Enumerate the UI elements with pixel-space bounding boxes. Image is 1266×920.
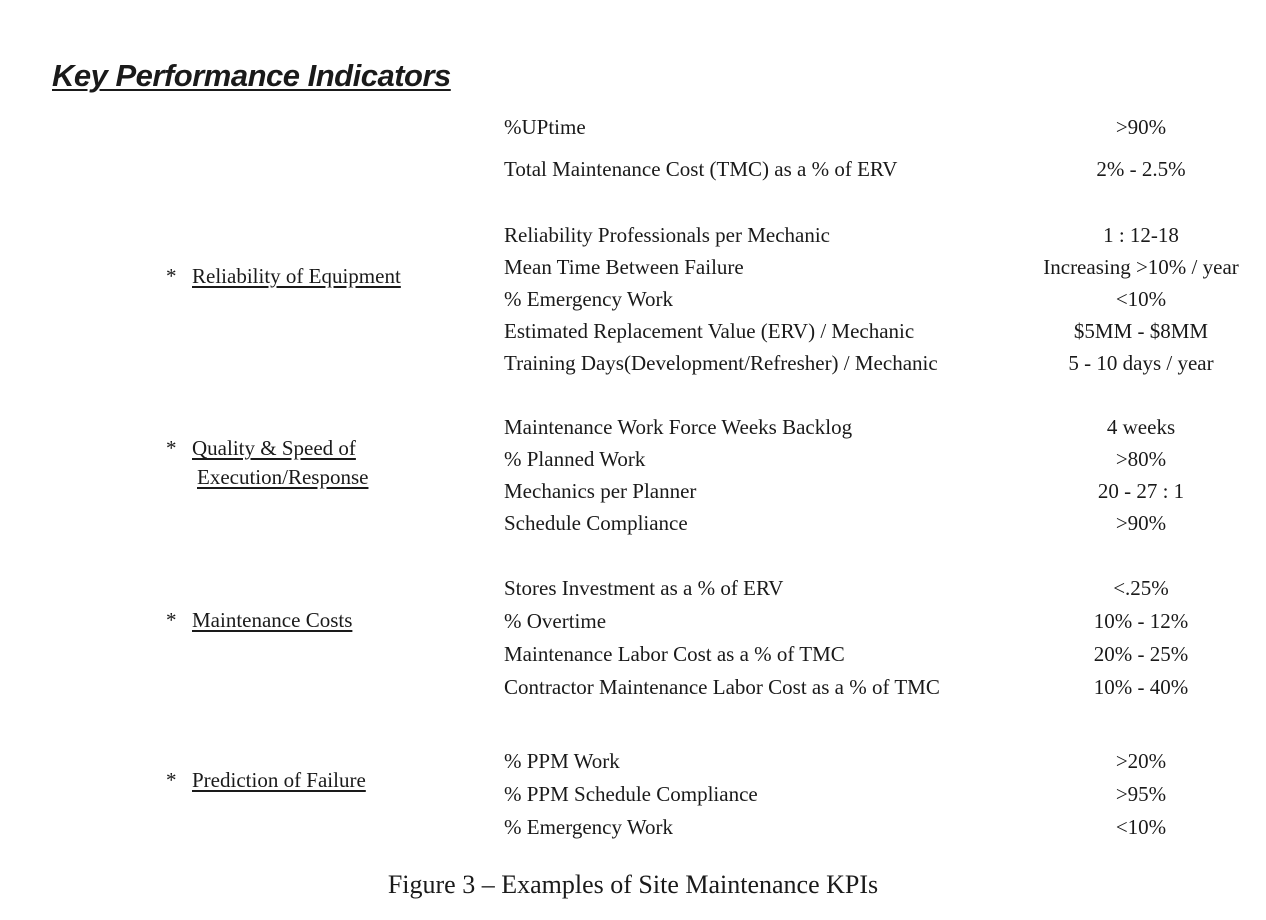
metric-label: % Emergency Work (504, 815, 673, 839)
metric-label: Estimated Replacement Value (ERV) / Mechanic (504, 319, 915, 343)
metric-label: Mean Time Between Failure (504, 255, 744, 279)
metric-label: Contractor Maintenance Labor Cost as a % of TMC (504, 675, 940, 699)
category-prediction-failure: * Prediction of Failure (166, 768, 366, 792)
category-label-line2: Execution/Response (197, 465, 369, 489)
metric-label: Reliability Professionals per Mechanic (504, 223, 831, 247)
metric-label: % Emergency Work (504, 287, 673, 311)
page-title: Key Performance Indicators (52, 58, 451, 93)
category-label: Quality & Speed of (192, 436, 356, 460)
metric-label: Schedule Compliance (504, 511, 688, 535)
category-label: Prediction of Failure (192, 768, 366, 792)
category-quality-speed: * Quality & Speed of Execution/Response (166, 436, 369, 489)
metric-label: % Overtime (504, 609, 607, 633)
metric-label: % PPM Schedule Compliance (504, 782, 758, 806)
metric-label: %UPtime (504, 115, 586, 139)
metric-label: Maintenance Labor Cost as a % of TMC (504, 642, 845, 666)
category-label: Reliability of Equipment (192, 264, 401, 288)
metric-label: Stores Investment as a % of ERV (504, 576, 784, 600)
metric-label: Maintenance Work Force Weeks Backlog (504, 415, 853, 439)
metric-label: Total Maintenance Cost (TMC) as a % of ERV (504, 157, 898, 181)
category-reliability: * Reliability of Equipment (166, 264, 401, 288)
metric-label: % PPM Work (504, 749, 620, 773)
figure-caption: Figure 3 – Examples of Site Maintenance KPIs (387, 870, 879, 899)
metric-label: Mechanics per Planner (504, 479, 697, 503)
metric-label: Training Days(Development/Refresher) / Mechanic (504, 351, 938, 375)
metric-label: % Planned Work (504, 447, 646, 471)
category-maintenance-costs: * Maintenance Costs (166, 608, 353, 632)
category-label: Maintenance Costs (192, 608, 353, 632)
